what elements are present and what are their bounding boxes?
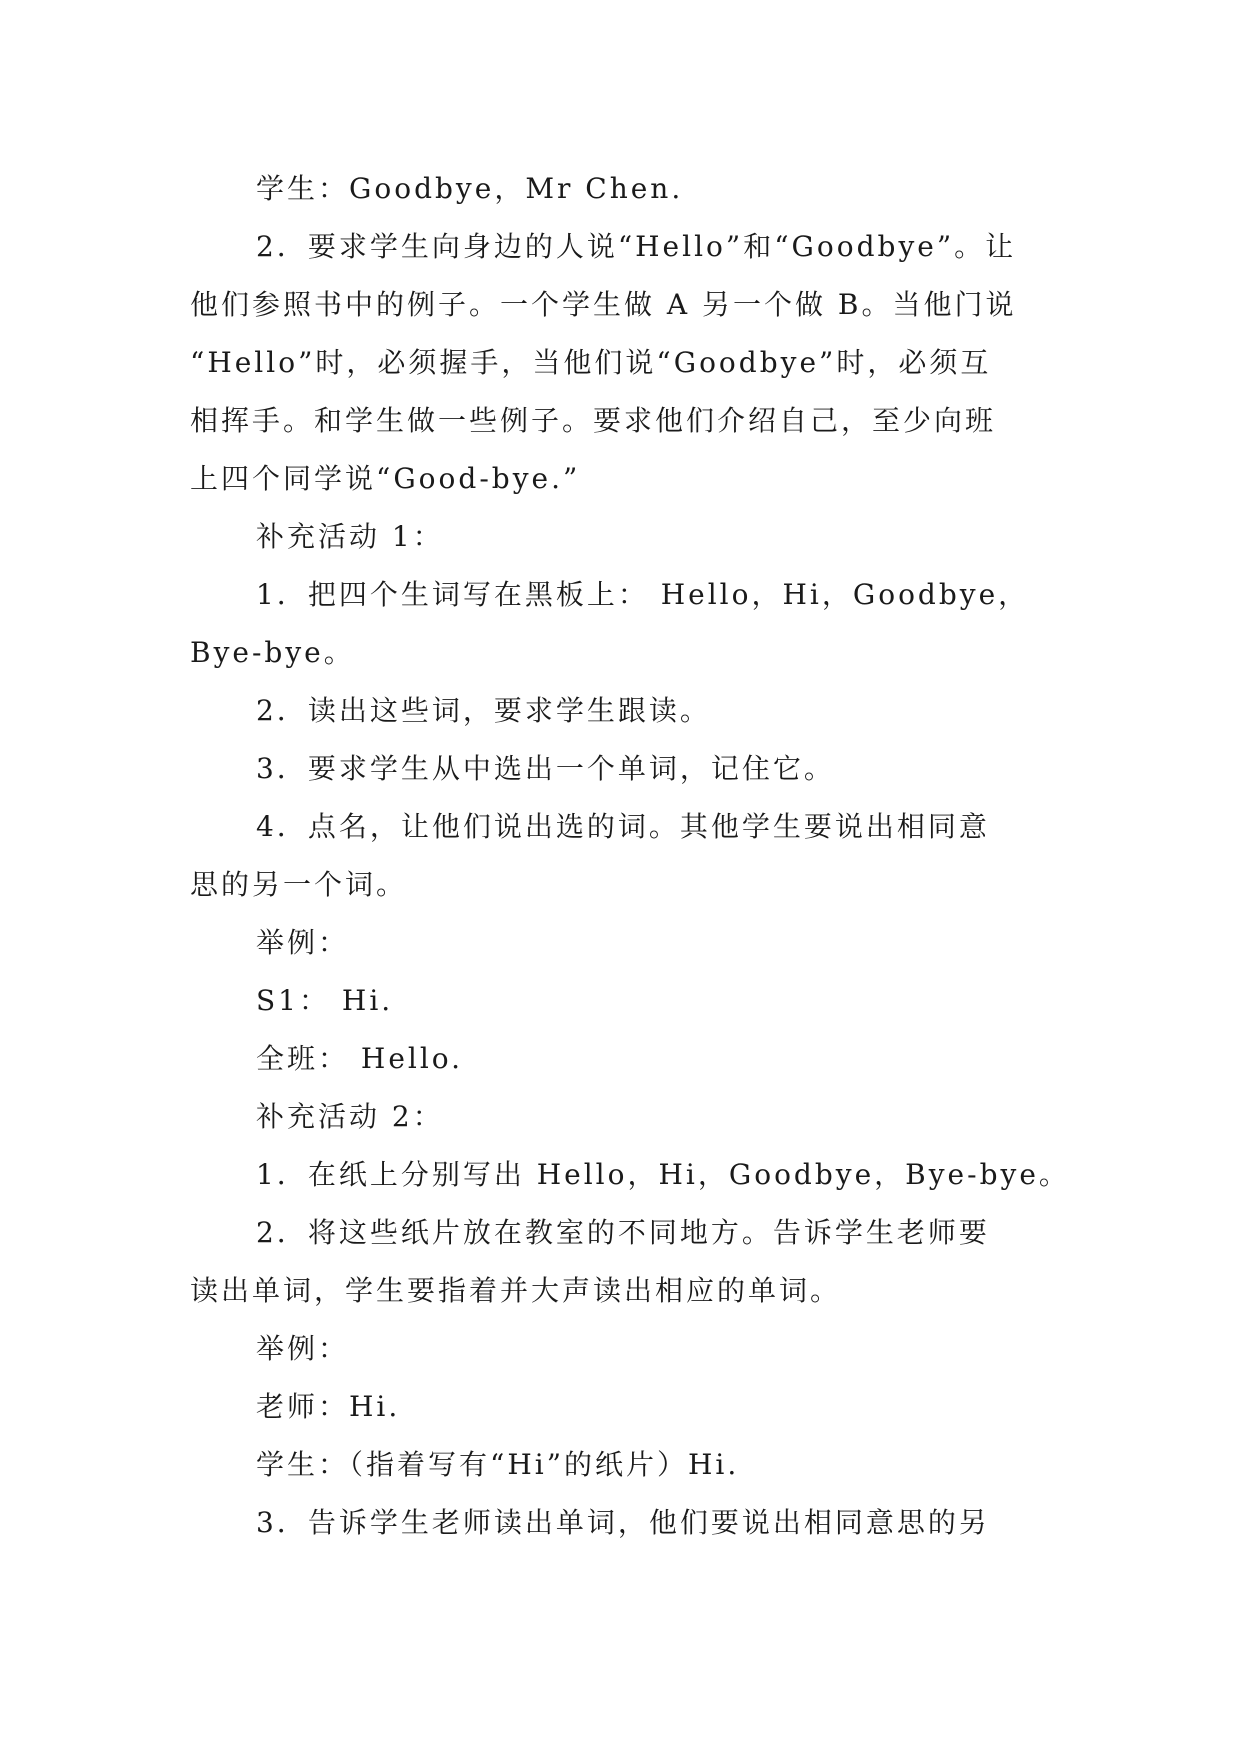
text-line: 上四个同学说“Good-bye.” <box>190 462 581 495</box>
text-line: 相挥手。和学生做一些例子。要求他们介绍自己，至少向班 <box>190 404 997 437</box>
text-line: 他们参照书中的例子。一个学生做 A 另一个做 B。当他门说 <box>190 288 1017 321</box>
text-line: 学生：（指着写有“Hi”的纸片）Hi. <box>256 1448 740 1481</box>
text-line: 2．要求学生向身边的人说“Hello”和“Goodbye”。让 <box>256 230 1017 263</box>
text-line: 3．要求学生从中选出一个单词，记住它。 <box>256 752 835 785</box>
text-line: 3．告诉学生老师读出单词，他们要说出相同意思的另 <box>256 1506 990 1539</box>
text-line: 老师：Hi. <box>256 1390 401 1423</box>
text-line: 读出单词，学生要指着并大声读出相应的单词。 <box>190 1274 842 1307</box>
body-text <box>190 160 1070 1552</box>
text-line: 思的另一个词。 <box>190 868 408 901</box>
text-line: 举例： <box>256 926 350 959</box>
text-line: 1．在纸上分别写出 Hello，Hi，Goodbye，Bye-bye。 <box>256 1158 1070 1191</box>
text-line: 2．读出这些词，要求学生跟读。 <box>256 694 711 727</box>
text-line: 补充活动 1： <box>256 520 444 553</box>
text-line: 1．把四个生词写在黑板上： Hello，Hi，Goodbye， <box>256 578 1030 611</box>
text-line: 补充活动 2： <box>256 1100 444 1133</box>
text-line: S1： Hi. <box>256 984 394 1017</box>
text-line: 2．将这些纸片放在教室的不同地方。告诉学生老师要 <box>256 1216 990 1249</box>
text-line: 全班： Hello. <box>256 1042 464 1075</box>
text-line: 举例： <box>256 1332 350 1365</box>
text-line: “Hello”时，必须握手，当他们说“Goodbye”时，必须互 <box>190 346 992 379</box>
text-line: 学生：Goodbye，Mr Chen. <box>256 172 684 205</box>
text-line: 4．点名，让他们说出选的词。其他学生要说出相同意 <box>256 810 990 843</box>
text-line: Bye-bye。 <box>190 636 355 669</box>
